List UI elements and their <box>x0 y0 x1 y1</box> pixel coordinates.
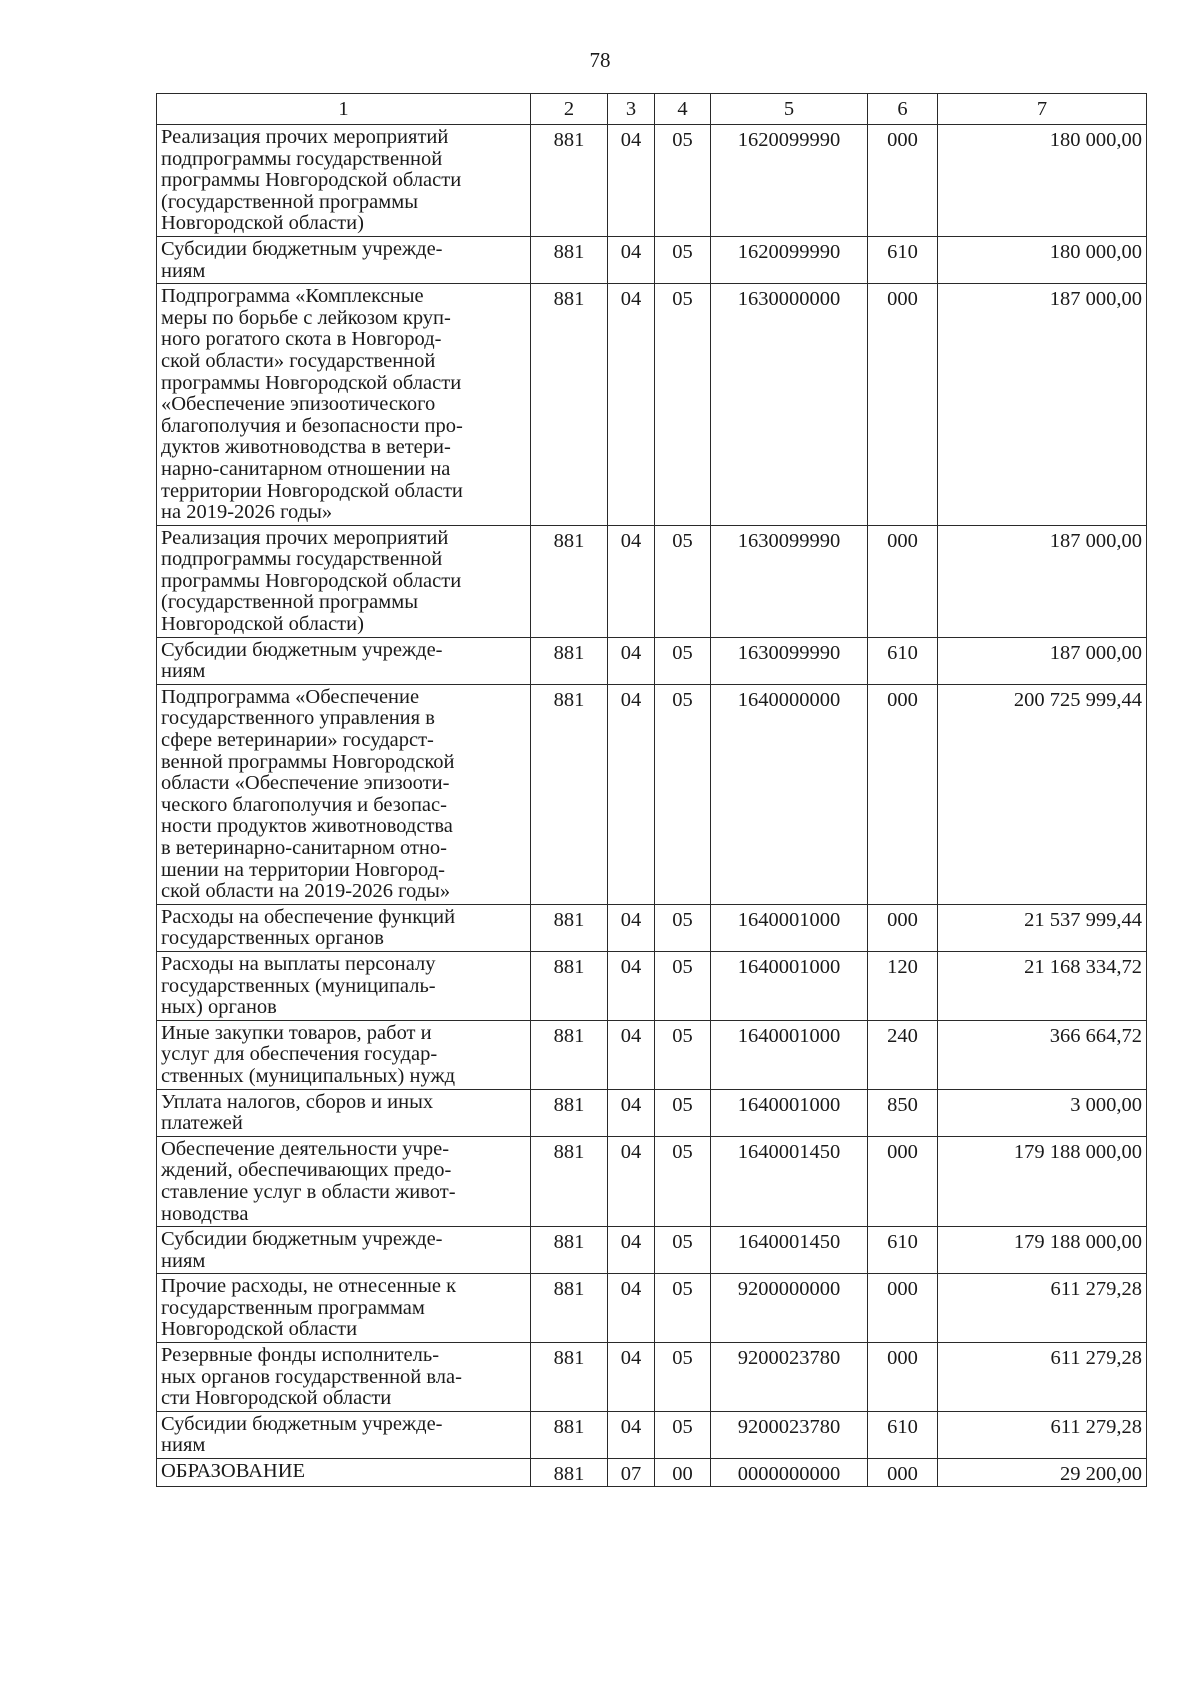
cell-section-code: 07 <box>608 1459 655 1487</box>
cell-subsection-code: 05 <box>655 684 711 904</box>
table-row <box>157 684 1147 904</box>
column-header-6: 6 <box>868 94 938 125</box>
row-name-line: Расходы на обеспечение функций <box>161 905 456 928</box>
cell-target-article: 1620099990 <box>711 125 868 237</box>
row-name-line: шении на территории Новгород- <box>161 858 445 881</box>
cell-section-code: 04 <box>608 1020 655 1089</box>
cell-expense-type: 000 <box>868 684 938 904</box>
page-number: 78 <box>589 48 611 72</box>
row-name-line: государственных (муниципаль- <box>161 974 436 997</box>
column-header-7: 7 <box>938 94 1147 125</box>
cell-target-article: 1640001000 <box>711 1020 868 1089</box>
row-name-line: государственным программам <box>161 1296 425 1319</box>
cell-section-code: 04 <box>608 1136 655 1226</box>
row-name-line: нарно-санитарном отношении на <box>161 457 451 480</box>
cell-target-article: 9200023780 <box>711 1411 868 1458</box>
table-row <box>157 1343 1147 1412</box>
row-name <box>157 1020 531 1089</box>
cell-ministry-code: 881 <box>531 1411 608 1458</box>
column-header-2: 2 <box>531 94 608 125</box>
cell-target-article: 1640001000 <box>711 1089 868 1136</box>
cell-section-code: 04 <box>608 125 655 237</box>
table-row <box>157 637 1147 684</box>
row-name <box>157 525 531 637</box>
row-name-line: ской области на 2019-2026 годы» <box>161 880 451 903</box>
cell-expense-type: 850 <box>868 1089 938 1136</box>
row-name-line: ниям <box>161 1434 206 1457</box>
cell-target-article: 1640001450 <box>711 1136 868 1226</box>
row-name-line: ственных (муниципальных) нужд <box>161 1064 456 1087</box>
cell-subsection-code: 00 <box>655 1459 711 1487</box>
row-name-line: ческого благополучия и безопас- <box>161 793 447 816</box>
row-name <box>157 904 531 951</box>
cell-amount: 21 537 999,44 <box>938 904 1147 951</box>
cell-ministry-code: 881 <box>531 125 608 237</box>
row-name-line: сфере ветеринарии» государст- <box>161 729 434 752</box>
cell-ministry-code: 881 <box>531 1020 608 1089</box>
cell-amount: 179 188 000,00 <box>938 1136 1147 1226</box>
row-name <box>157 684 531 904</box>
cell-expense-type: 000 <box>868 525 938 637</box>
cell-ministry-code: 881 <box>531 236 608 283</box>
cell-ministry-code: 881 <box>531 1459 608 1487</box>
row-name-line: сти Новгородской области <box>161 1387 392 1410</box>
table-row <box>157 236 1147 283</box>
row-name-line: программы Новгородской области <box>161 569 462 592</box>
row-name <box>157 1459 531 1487</box>
row-name-line: услуг для обеспечения государ- <box>161 1043 438 1066</box>
cell-ministry-code: 881 <box>531 904 608 951</box>
row-name <box>157 1089 531 1136</box>
row-name-line: ных) органов <box>161 996 277 1019</box>
table-row <box>157 951 1147 1020</box>
row-name-line: меры по борьбе с лейкозом круп- <box>161 306 451 329</box>
cell-section-code: 04 <box>608 1227 655 1274</box>
column-header-1: 1 <box>157 94 531 125</box>
cell-ministry-code: 881 <box>531 637 608 684</box>
cell-expense-type: 120 <box>868 951 938 1020</box>
row-name-line: Иные закупки товаров, работ и <box>161 1021 432 1044</box>
cell-ministry-code: 881 <box>531 1343 608 1412</box>
column-header-4: 4 <box>655 94 711 125</box>
cell-expense-type: 000 <box>868 125 938 237</box>
row-name <box>157 951 531 1020</box>
row-name <box>157 1136 531 1226</box>
cell-target-article: 1640001000 <box>711 904 868 951</box>
column-header-5: 5 <box>711 94 868 125</box>
cell-amount: 3 000,00 <box>938 1089 1147 1136</box>
cell-expense-type: 610 <box>868 236 938 283</box>
cell-amount: 187 000,00 <box>938 637 1147 684</box>
cell-subsection-code: 05 <box>655 236 711 283</box>
cell-subsection-code: 05 <box>655 1411 711 1458</box>
row-name-line: ниям <box>161 259 206 282</box>
cell-expense-type: 240 <box>868 1020 938 1089</box>
table-row <box>157 1089 1147 1136</box>
cell-amount: 21 168 334,72 <box>938 951 1147 1020</box>
cell-section-code: 04 <box>608 236 655 283</box>
cell-subsection-code: 05 <box>655 1227 711 1274</box>
cell-section-code: 04 <box>608 1343 655 1412</box>
row-name-line: благополучия и безопасности про- <box>161 414 463 437</box>
row-name-line: Подпрограмма «Комплексные <box>161 285 424 308</box>
cell-target-article: 1630000000 <box>711 284 868 526</box>
cell-ministry-code: 881 <box>531 951 608 1020</box>
row-name-line: Реализация прочих мероприятий <box>161 526 449 549</box>
row-name-line: (государственной программы <box>161 591 419 614</box>
row-name-line: Субсидии бюджетным учрежде- <box>161 237 443 260</box>
row-name <box>157 1274 531 1343</box>
cell-subsection-code: 05 <box>655 284 711 526</box>
cell-ministry-code: 881 <box>531 284 608 526</box>
row-name-line: на 2019-2026 годы» <box>161 501 333 524</box>
row-name-line: дуктов животноводства в ветери- <box>161 436 451 459</box>
cell-section-code: 04 <box>608 637 655 684</box>
row-name-line: «Обеспечение эпизоотического <box>161 393 436 416</box>
cell-amount: 200 725 999,44 <box>938 684 1147 904</box>
cell-section-code: 04 <box>608 1274 655 1343</box>
table-row <box>157 904 1147 951</box>
row-name-line: государственных органов <box>161 927 384 950</box>
cell-subsection-code: 05 <box>655 637 711 684</box>
row-name-line: ного рогатого скота в Новгород- <box>161 328 442 351</box>
table-row <box>157 125 1147 237</box>
cell-expense-type: 610 <box>868 637 938 684</box>
cell-target-article: 9200000000 <box>711 1274 868 1343</box>
cell-ministry-code: 881 <box>531 1089 608 1136</box>
row-name-line: государственного управления в <box>161 707 435 730</box>
table-row <box>157 284 1147 526</box>
table-row <box>157 525 1147 637</box>
row-name-line: Новгородской области) <box>161 613 364 636</box>
cell-amount: 29 200,00 <box>938 1459 1147 1487</box>
budget-table <box>156 93 1147 1487</box>
cell-target-article: 0000000000 <box>711 1459 868 1487</box>
cell-subsection-code: 05 <box>655 951 711 1020</box>
table-header-row <box>157 94 1147 125</box>
cell-section-code: 04 <box>608 284 655 526</box>
cell-amount: 180 000,00 <box>938 236 1147 283</box>
row-name-line: ниям <box>161 1249 206 1272</box>
row-name-line: ставление услуг в области живот- <box>161 1180 456 1203</box>
cell-amount: 611 279,28 <box>938 1343 1147 1412</box>
row-name-line: в ветеринарно-санитарном отно- <box>161 837 447 859</box>
cell-section-code: 04 <box>608 525 655 637</box>
cell-subsection-code: 05 <box>655 525 711 637</box>
cell-expense-type: 000 <box>868 1274 938 1343</box>
cell-subsection-code: 05 <box>655 1343 711 1412</box>
cell-section-code: 04 <box>608 951 655 1020</box>
cell-expense-type: 000 <box>868 904 938 951</box>
cell-section-code: 04 <box>608 904 655 951</box>
table-row <box>157 1227 1147 1274</box>
row-name-line: Субсидии бюджетным учрежде- <box>161 1412 443 1435</box>
row-name <box>157 1343 531 1412</box>
cell-expense-type: 000 <box>868 1136 938 1226</box>
row-name-line: территории Новгородской области <box>161 479 463 502</box>
cell-subsection-code: 05 <box>655 1020 711 1089</box>
row-name-line: новодства <box>161 1202 249 1225</box>
cell-subsection-code: 05 <box>655 1274 711 1343</box>
cell-target-article: 1640001450 <box>711 1227 868 1274</box>
table-row <box>157 1274 1147 1343</box>
row-name-line: Субсидии бюджетным учрежде- <box>161 1228 443 1251</box>
row-name-line: ности продуктов животноводства <box>161 815 453 838</box>
row-name-line: Новгородской области <box>161 1318 358 1341</box>
row-name-line: Резервные фонды исполнитель- <box>161 1344 440 1367</box>
row-name-line: Подпрограмма «Обеспечение <box>161 685 420 708</box>
row-name-line: (государственной программы <box>161 190 419 213</box>
cell-ministry-code: 881 <box>531 1227 608 1274</box>
cell-ministry-code: 881 <box>531 684 608 904</box>
row-name-line: ниям <box>161 660 206 683</box>
cell-target-article: 1630099990 <box>711 637 868 684</box>
cell-expense-type: 000 <box>868 1343 938 1412</box>
cell-amount: 611 279,28 <box>938 1274 1147 1343</box>
row-name-line: Уплата налогов, сборов и иных <box>161 1090 434 1113</box>
row-name <box>157 637 531 684</box>
cell-ministry-code: 881 <box>531 1274 608 1343</box>
cell-section-code: 04 <box>608 1411 655 1458</box>
row-name-line: Новгородской области) <box>161 212 364 235</box>
row-name-line: программы Новгородской области <box>161 169 462 192</box>
column-header-3: 3 <box>608 94 655 125</box>
cell-subsection-code: 05 <box>655 1136 711 1226</box>
cell-target-article: 1640000000 <box>711 684 868 904</box>
row-name-line: ных органов государственной вла- <box>161 1365 462 1388</box>
table-row <box>157 1020 1147 1089</box>
row-name <box>157 1227 531 1274</box>
cell-amount: 179 188 000,00 <box>938 1227 1147 1274</box>
row-name <box>157 125 531 237</box>
cell-expense-type: 610 <box>868 1227 938 1274</box>
cell-amount: 187 000,00 <box>938 284 1147 526</box>
row-name-line: венной программы Новгородской <box>161 750 455 773</box>
row-name-line: ской области» государственной <box>161 349 436 372</box>
cell-amount: 366 664,72 <box>938 1020 1147 1089</box>
row-name <box>157 236 531 283</box>
row-name-line: подпрограммы государственной <box>161 548 443 571</box>
table-row <box>157 1411 1147 1458</box>
table-row <box>157 1459 1147 1487</box>
row-name-line: подпрограммы государственной <box>161 147 443 170</box>
row-name <box>157 284 531 526</box>
cell-section-code: 04 <box>608 684 655 904</box>
cell-subsection-code: 05 <box>655 125 711 237</box>
table-row <box>157 1136 1147 1226</box>
row-name-line: Обеспечение деятельности учре- <box>161 1137 450 1160</box>
row-name-line: программы Новгородской области <box>161 371 462 394</box>
cell-target-article: 9200023780 <box>711 1343 868 1412</box>
row-name-line: Субсидии бюджетным учрежде- <box>161 638 443 661</box>
cell-expense-type: 000 <box>868 284 938 526</box>
cell-amount: 187 000,00 <box>938 525 1147 637</box>
cell-amount: 180 000,00 <box>938 125 1147 237</box>
row-name-line: области «Обеспечение эпизооти- <box>161 772 450 795</box>
cell-expense-type: 610 <box>868 1411 938 1458</box>
cell-ministry-code: 881 <box>531 525 608 637</box>
cell-target-article: 1630099990 <box>711 525 868 637</box>
cell-section-code: 04 <box>608 1089 655 1136</box>
row-name-line: Расходы на выплаты персоналу <box>161 952 436 975</box>
cell-target-article: 1620099990 <box>711 236 868 283</box>
row-name-line: ждений, обеспечивающих предо- <box>161 1159 452 1182</box>
cell-ministry-code: 881 <box>531 1136 608 1226</box>
cell-amount: 611 279,28 <box>938 1411 1147 1458</box>
cell-subsection-code: 05 <box>655 1089 711 1136</box>
row-name-line: платежей <box>161 1112 243 1135</box>
row-name <box>157 1411 531 1458</box>
row-name-line: Реализация прочих мероприятий <box>161 126 449 148</box>
row-name-line: ОБРАЗОВАНИЕ <box>161 1460 306 1483</box>
cell-subsection-code: 05 <box>655 904 711 951</box>
cell-target-article: 1640001000 <box>711 951 868 1020</box>
cell-expense-type: 000 <box>868 1459 938 1487</box>
row-name-line: Прочие расходы, не отнесенные к <box>161 1275 457 1298</box>
